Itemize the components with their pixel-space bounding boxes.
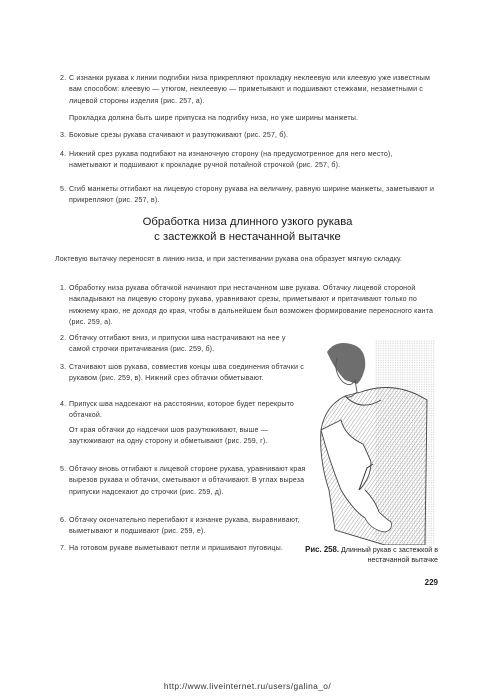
step-text: Обтачку отгибают вниз, и припуски шва настрачивают на нее у самой строчки притачивания (рис. 259, б). <box>69 334 286 354</box>
step-text: Припуск шва надсекают на расстоянии, которое будет перекрыто обтачкой. <box>69 400 294 420</box>
step-number: 7. <box>60 544 67 552</box>
list-note <box>60 113 435 124</box>
step-item <box>60 399 308 422</box>
item-text: С изнанки рукава к линии подгибки низа прикрепляют прокладку неклеевую или клеевую уже известным вам способом: клеевую — утюгом, неклеевую — приметывают и подшивают стежками, незаметными с лицевой стороны изделия (рис. 257, а). <box>69 74 431 105</box>
item-text: Прокладка должна быть шире припуска на подгибку низа, но уже ширины манжеты. <box>69 114 359 122</box>
item-text: Нижний срез рукава подгибают на изнаночную сторону (на предусмотренное для него место), наметывают и подшивают к прокладке ручной потайной строчкой (рис. 257, б). <box>69 150 393 170</box>
item-number: 4. <box>60 150 67 158</box>
list-item <box>60 130 435 141</box>
step-item <box>60 362 308 385</box>
step-item <box>60 464 308 498</box>
section-title-line-1: Обработка низа длинного узкого рукава <box>142 216 353 228</box>
item-number: 5. <box>60 185 67 193</box>
caption-lead: Рис. 258. <box>305 545 339 554</box>
step-item <box>60 333 308 356</box>
step-text: От края обтачки до надсечки шов разутюживают, выше — заутюживают на одну сторону и обметывают (рис. 259, г). <box>69 426 268 446</box>
step-item <box>60 515 308 538</box>
step-text: Стачивают шов рукава, совместив концы шва соединения обтачки с рукавом (рис. 259, в). Нижний срез обтачки обметывают. <box>69 363 304 383</box>
item-number: 3. <box>60 131 67 139</box>
figure-sleeve-sketch <box>315 340 435 545</box>
step-number: 3. <box>60 363 67 371</box>
step-item <box>60 543 308 554</box>
step-text: На готовом рукаве выметывают петли и пришивают пуговицы. <box>69 544 283 552</box>
step-text: Обтачку окончательно перегибают к изнанке рукава, выравнивают, выметывают и подшивают (рис. 259, е). <box>69 516 300 536</box>
step-number: 2. <box>60 334 67 342</box>
step-text: Обработку низа рукава обтачкой начинают при нестачанном шве рукава. Обтачку лицевой стороной накладывают на лицевую сторону рукава, уравнивают срезы, приметывают и притачивают только по нижнему краю, не доходя до края, чтобы в дальнейшем был возможен формирование переносного канта (рис. 259, а). <box>69 284 434 327</box>
caption-text: Длинный рукав с застежкой в нестачанной вытачке <box>340 546 438 564</box>
section-title-line-2: с застежкой в нестачанной вытачке <box>154 231 341 243</box>
step-number: 6. <box>60 516 67 524</box>
step-item <box>60 283 435 329</box>
intro-paragraph <box>55 254 440 265</box>
page-number: 229 <box>424 578 438 587</box>
item-text: Боковые срезы рукава стачивают и разутюживают (рис. 257, б). <box>69 131 289 139</box>
list-item <box>60 73 435 107</box>
intro-text: Локтевую вытачку переносят в линию низа, и при застегивании рукава она образует мягкую складку. <box>55 255 403 263</box>
step-text: Обтачку вновь отгибают к лицевой стороне рукава, уравнивают края вырезов рукава и обтачки, сметывают и обтачивают. В углах выреза припуски надсекают до строчки (рис. 259, д). <box>69 465 306 496</box>
step-number: 1. <box>60 284 67 292</box>
figure-caption <box>303 545 438 565</box>
item-text: Сгиб манжеты отгибают на лицевую сторону рукава на величину, равную ширине манжеты, заметывают и прикрепляют (рис. 257, в). <box>69 185 435 205</box>
step-number: 5. <box>60 465 67 473</box>
step-number: 4. <box>60 400 67 408</box>
list-item <box>60 149 435 172</box>
item-number: 2. <box>60 74 67 82</box>
list-item <box>60 184 435 207</box>
watermark-url: http://www.liveinternet.ru/users/galina_o/ <box>163 681 332 691</box>
section-heading <box>0 215 495 245</box>
step-note <box>60 425 308 448</box>
